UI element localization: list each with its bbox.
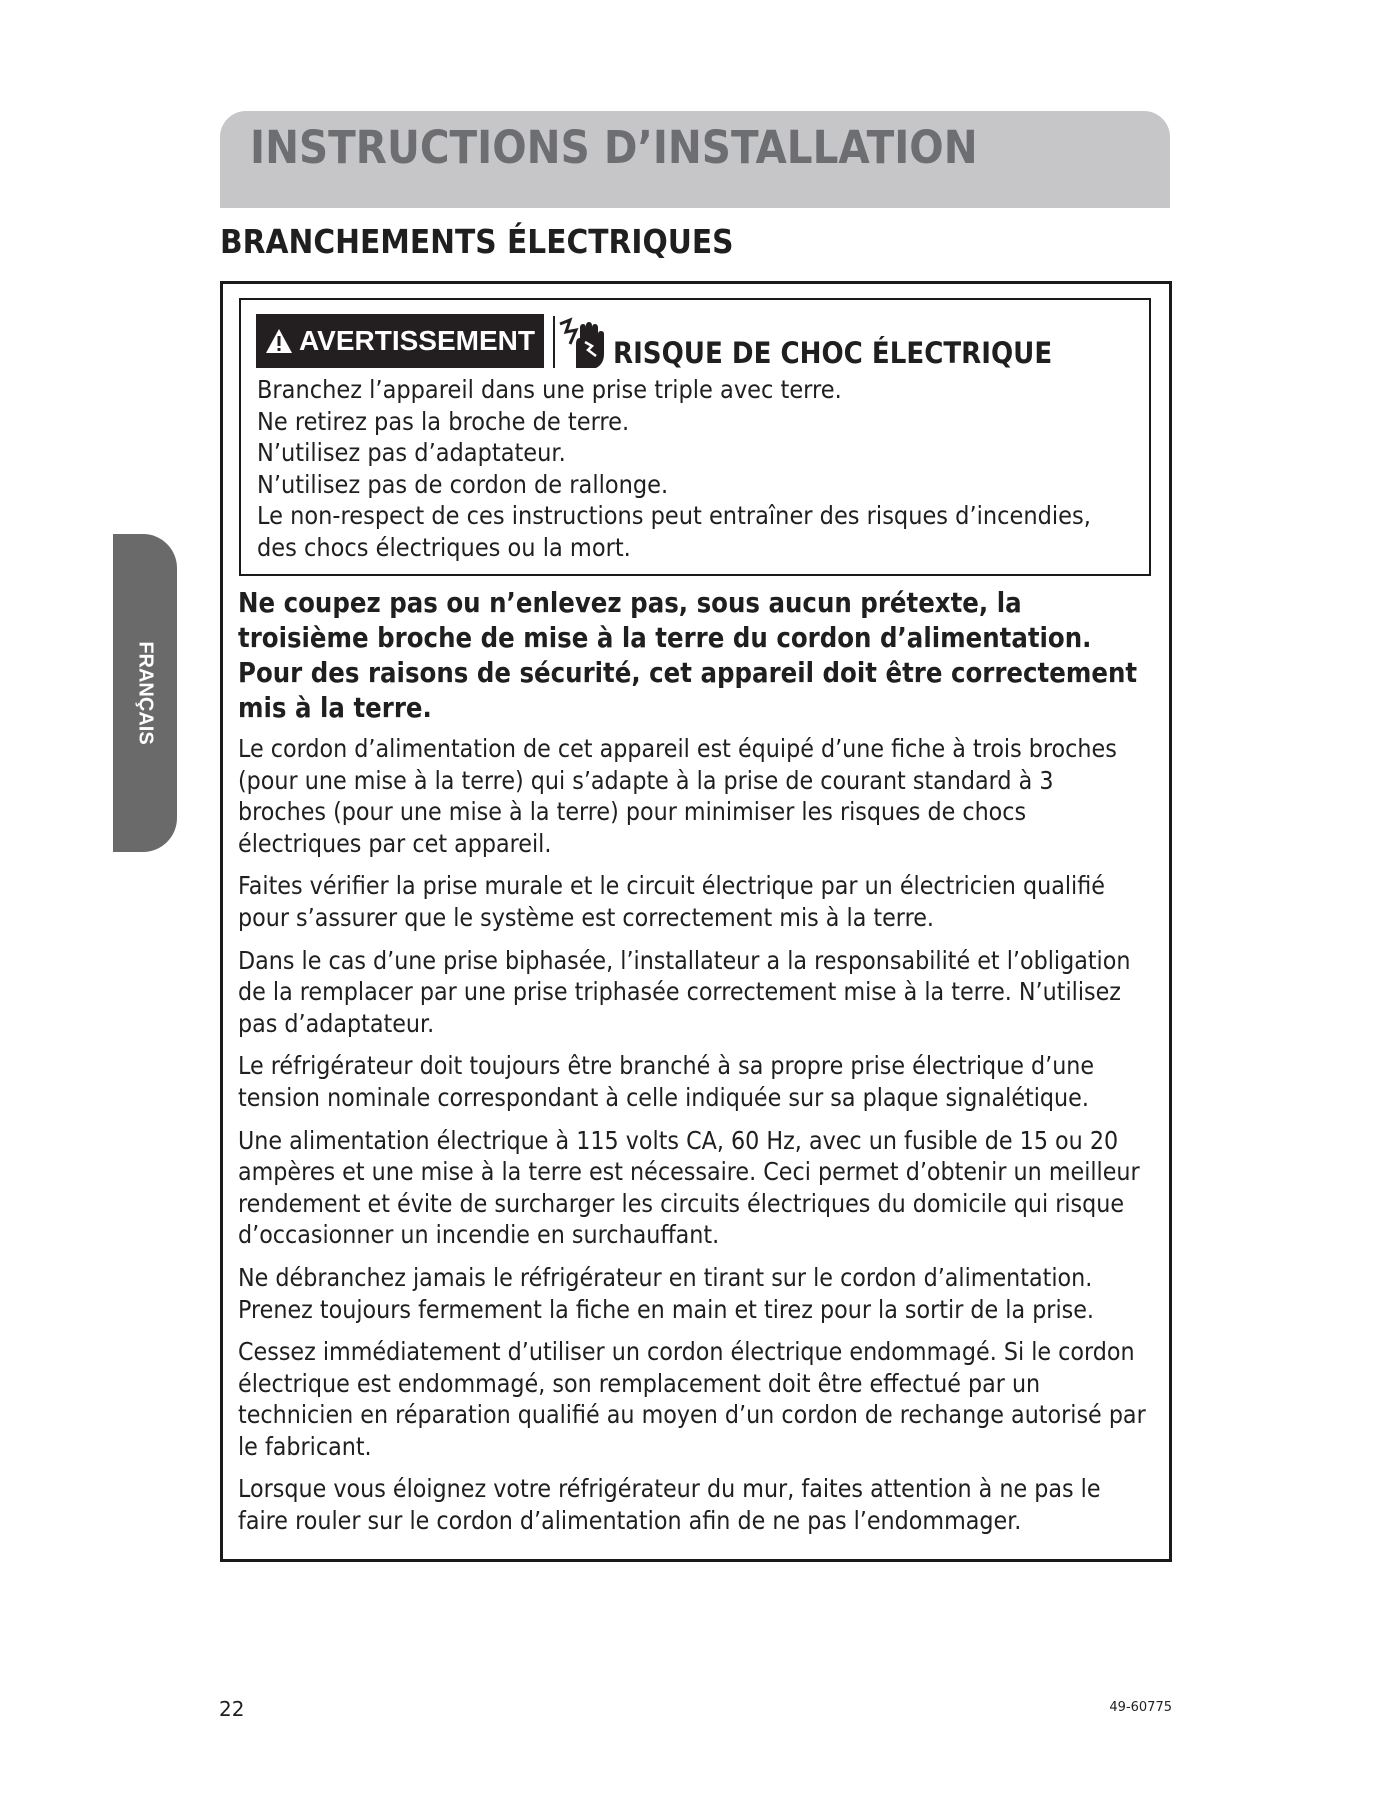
document-id: 49-60775 bbox=[1109, 1700, 1172, 1715]
body-paragraph: Dans le cas d’une prise biphasée, l’installateur a la responsabilité et l’obligation de la remplacer par une prise triphasée correctement mise à la terre. N’utilisez pas d’adaptateur. bbox=[238, 945, 1131, 1038]
bold-instruction: Ne coupez pas ou n’enlevez pas, sous aucun prétexte, la troisième broche de mise à la terre du cordon d’alimentation. Pour des raisons de sécurité, cet appareil doit être correctement mis à la terre. bbox=[238, 587, 1138, 724]
page-number: 22 bbox=[219, 1697, 245, 1721]
body-paragraph: Faites vérifier la prise murale et le circuit électrique par un électricien qualifié pour s’assurer que le système est correctement mis à la terre. bbox=[238, 871, 1105, 932]
body-paragraph: Lorsque vous éloignez votre réfrigérateur du mur, faites attention à ne pas le faire rouler sur le cordon d’alimentation afin de ne pas l’endommager. bbox=[238, 1474, 1101, 1536]
warning-badge bbox=[256, 314, 544, 368]
body-paragraph: Le réfrigérateur doit toujours être branché à sa propre prise électrique d’une tension nominale correspondant à celle indiquée sur sa plaque signalétique. bbox=[238, 1051, 1095, 1112]
warning-text bbox=[257, 374, 1137, 564]
warning-line: des chocs électriques ou la mort. bbox=[257, 532, 631, 562]
warning-badge-label: AVERTISSEMENT bbox=[299, 325, 535, 356]
warning-line: Branchez l’appareil dans une prise triple avec terre. bbox=[257, 375, 842, 404]
electric-shock-icon bbox=[552, 314, 608, 370]
header-bar bbox=[220, 111, 1170, 208]
content-box bbox=[220, 281, 1172, 1562]
language-tab bbox=[113, 534, 177, 852]
body-paragraph: Ne débranchez jamais le réfrigérateur en tirant sur le cordon d’alimentation. Prenez toujours fermement la fiche en main et tirez pour la sortir de la prise. bbox=[238, 1262, 1094, 1324]
body-paragraph: Cessez immédiatement d’utiliser un cordon électrique endommagé. Si le cordon électrique est endommagé, son remplacement doit être effectué par un technicien en réparation qualifié au moyen d’un cordon de rechange autorisé par le fabricant. bbox=[238, 1337, 1146, 1461]
body-content bbox=[238, 586, 1146, 1548]
page-title: INSTRUCTIONS D’INSTALLATION bbox=[250, 121, 978, 174]
warning-line: Le non-respect de ces instructions peut entraîner des risques d’incendies, bbox=[257, 501, 1091, 531]
warning-line: N’utilisez pas de cordon de rallonge. bbox=[257, 469, 669, 499]
warning-line: Ne retirez pas la broche de terre. bbox=[257, 406, 630, 436]
body-paragraph: Une alimentation électrique à 115 volts CA, 60 Hz, avec un fusible de 15 ou 20 ampères et une mise à la terre est nécessaire. Ceci permet d’obtenir un meilleur rendement et évite de surcharger les circuits électriques du domicile qui risque d’occasionner un incendie en surchauffant. bbox=[238, 1125, 1140, 1250]
body-paragraph: Le cordon d’alimentation de cet appareil est équipé d’une fiche à trois broches (pour une mise à la terre) qui s’adapte à la prise de courant standard à 3 broches (pour une mise à la terre) pour minimiser les risques de chocs électriques par cet appareil. bbox=[238, 734, 1117, 858]
warning-line: N’utilisez pas d’adaptateur. bbox=[257, 438, 566, 468]
warning-box bbox=[239, 298, 1151, 576]
section-title: BRANCHEMENTS ÉLECTRIQUES bbox=[220, 222, 734, 261]
warning-triangle-icon bbox=[265, 328, 293, 354]
language-tab-label: FRANÇAIS bbox=[134, 641, 157, 745]
warning-title: RISQUE DE CHOC ÉLECTRIQUE bbox=[613, 336, 1053, 370]
